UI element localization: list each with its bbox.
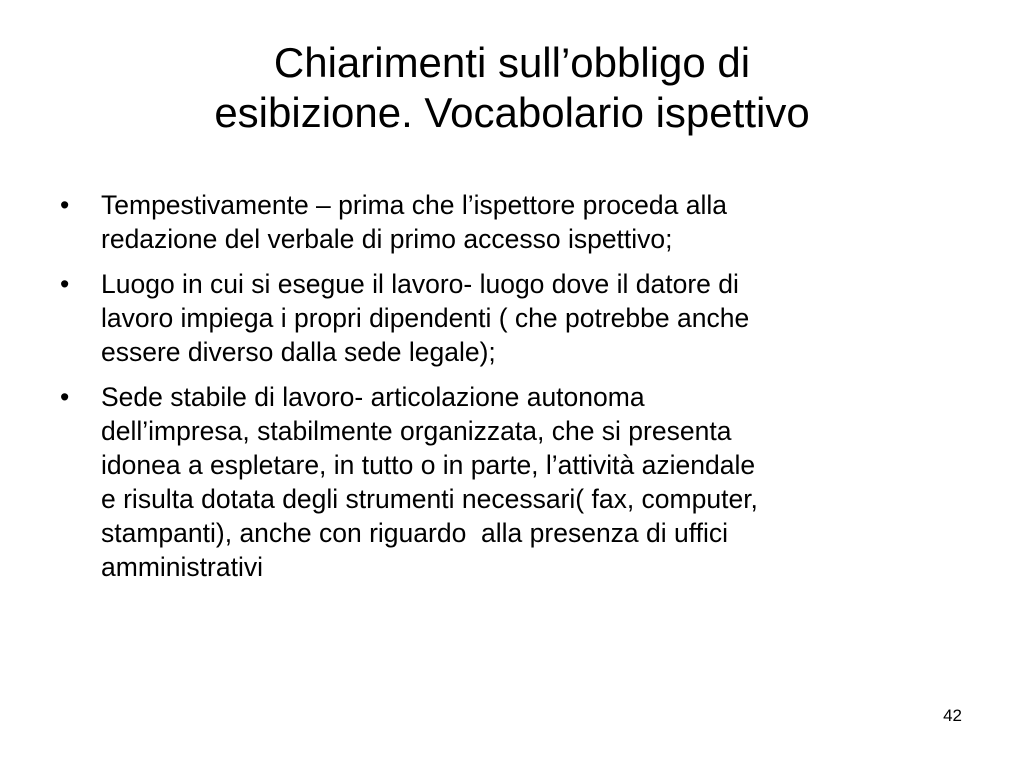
bullet-item [60,267,960,369]
bullet-list [60,188,960,595]
bullet-item [60,380,960,584]
bullet-dot-icon: • [60,382,70,412]
bullet-dot-icon: • [60,269,70,299]
bullet-text-line: stampanti), anche con riguardo alla presenza di uffici [101,518,729,548]
bullet-text-line: idonea a espletare, in tutto o in parte, l’attività aziendale [101,450,756,480]
bullet-text-line: essere diverso dalla sede legale); [101,337,496,367]
bullet-text-line: Tempestivamente – prima che l’ispettore proceda alla [101,190,728,220]
bullet-text-line: lavoro impiega i propri dipendenti ( che potrebbe anche [101,303,750,333]
slide-title-line: Chiarimenti sull’obbligo di [273,39,751,86]
bullet-item [60,188,960,256]
page-number: 42 [943,706,962,725]
bullet-text-line: Luogo in cui si esegue il lavoro- luogo dove il datore di [101,269,739,299]
slide-title-line: esibizione. Vocabolario ispettivo [214,89,810,136]
bullet-text-line: e risulta dotata degli strumenti necessari( fax, computer, [101,484,758,514]
bullet-text-line: Sede stabile di lavoro- articolazione autonoma [101,382,645,412]
bullet-text-line: redazione del verbale di primo accesso ispettivo; [101,224,673,254]
bullet-text-line: amministrativi [101,552,263,582]
slide-title [70,38,954,138]
bullet-dot-icon: • [60,190,70,220]
bullet-text-line: dell’impresa, stabilmente organizzata, che si presenta [101,416,732,446]
